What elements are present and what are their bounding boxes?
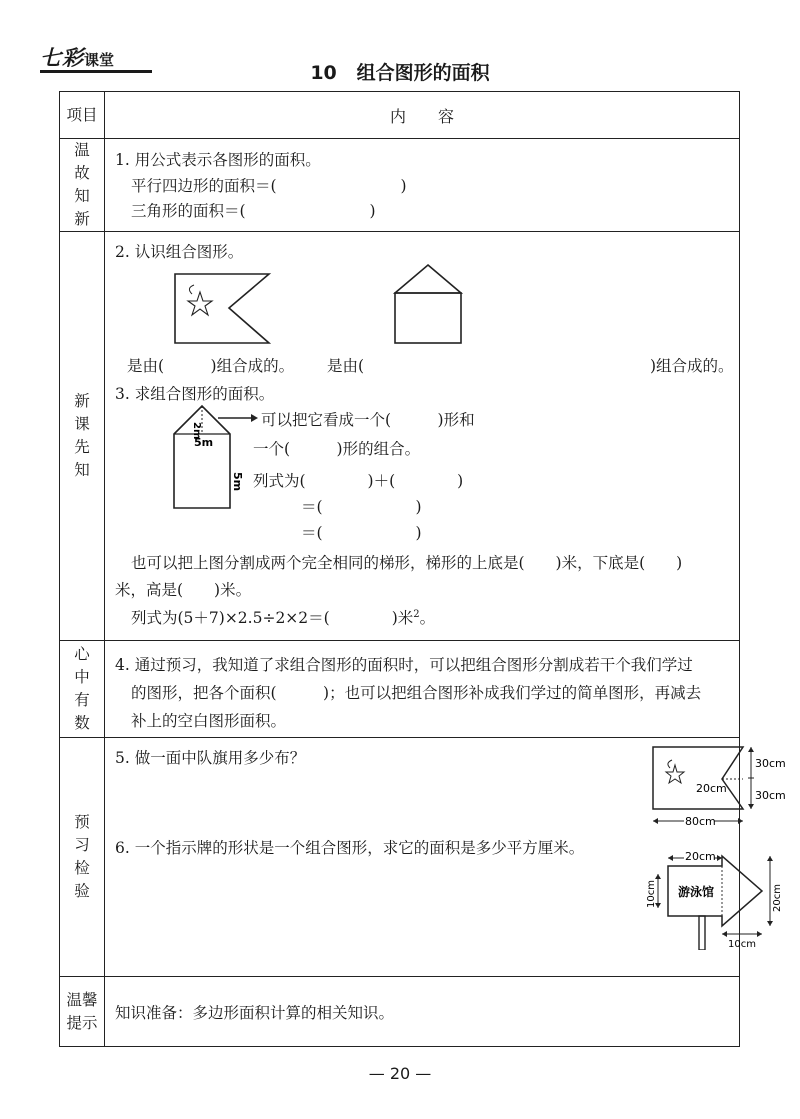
- signboard-figure: [640, 846, 786, 950]
- q3-formula-3: ＝( ): [301, 524, 422, 542]
- q1-triangle: 三角形的面积＝( ): [131, 202, 376, 220]
- logo-main: 七彩: [40, 46, 84, 70]
- flag-80cm: 80cm: [685, 815, 716, 828]
- q6-text: 6. 一个指示牌的形状是一个组合图形，求它的面积是多少平方厘米。: [115, 839, 585, 857]
- q3-trapezoid-line2: 米，高是( )米。: [115, 581, 252, 599]
- page-number: — 20 —: [368, 1064, 432, 1083]
- review-row: [60, 139, 740, 232]
- star-emblem-icon: [666, 760, 684, 783]
- sign-10cm-bottom: 10cm: [728, 939, 756, 950]
- check-content: [105, 738, 786, 977]
- flag-dimension-figure: [648, 741, 786, 836]
- insight-content: [105, 641, 740, 738]
- worksheet-table: [59, 91, 786, 1047]
- label-5m-side: 5m: [231, 472, 244, 492]
- col-item-header: 项目: [60, 92, 105, 139]
- sign-10cm-left: 10cm: [646, 880, 657, 908]
- q3-shape-line2: 一个( )形的组合。: [253, 440, 421, 458]
- preview-content: [105, 232, 740, 641]
- flag-outline: [175, 274, 269, 343]
- label-2m: 2m: [191, 422, 202, 440]
- square-superscript: 2: [413, 608, 420, 620]
- q3-formula-1: 列式为( )＋( ): [253, 472, 464, 490]
- page-title: [0, 58, 800, 85]
- q4-line3: 补上的空白图形面积。: [131, 712, 287, 730]
- q2-right-start: 是由(: [327, 357, 365, 375]
- q4-line2: 的图形，把各个面积( )；也可以把组合图形补成我们学过的简单图形，再减去: [131, 684, 702, 702]
- review-content: [105, 139, 740, 232]
- q1-text: 1. 用公式表示各图形的面积。: [115, 151, 321, 169]
- q4-line1: 4. 通过预习，我知道了求组合图形的面积时，可以把组合图形分割成若干个我们学过: [115, 656, 693, 674]
- sign-20cm-top: 20cm: [685, 850, 716, 863]
- q2-text: 2. 认识组合图形。: [115, 243, 244, 261]
- flag-30cm-bottom: 30cm: [755, 789, 786, 802]
- tips-text: 知识准备：多边形面积计算的相关知识。: [115, 1003, 395, 1022]
- preview-label: 新课先知: [60, 232, 105, 641]
- q3-text: 3. 求组合图形的面积。: [115, 385, 275, 403]
- star-emblem-icon: [188, 285, 212, 315]
- check-label: 预习检验: [60, 738, 105, 977]
- house-body: [395, 293, 461, 343]
- sign-label: 游泳馆: [678, 885, 715, 899]
- label-5m-top: 5m: [194, 436, 214, 449]
- tips-content: [105, 977, 740, 1047]
- arrow-icon: [217, 412, 259, 424]
- q3-trapezoid-line3: 列式为(5＋7)×2.5÷2×2＝( )米$^2$。: [131, 608, 436, 627]
- check-row: [60, 738, 740, 977]
- sign-20cm-right: 20cm: [772, 884, 783, 912]
- flag-20cm: 20cm: [696, 782, 727, 795]
- q3-trapezoid-line1: 也可以把上图分割成两个完全相同的梯形，梯形的上底是( )米，下底是( ): [131, 554, 683, 572]
- flag-shape-figure: [173, 272, 273, 348]
- house-shape-figure: [393, 263, 463, 347]
- q3-shape-line1: 可以把它看成一个( )形和: [261, 411, 475, 429]
- insight-label: 心中有数: [60, 641, 105, 738]
- q2-left-answer: 是由( )组合成的。: [127, 357, 295, 375]
- flag-dim-outline: [653, 747, 743, 809]
- col-content-header: 内 容: [105, 92, 740, 139]
- preview-row: [60, 232, 740, 641]
- tips-row: [60, 977, 740, 1047]
- flag-30cm-top: 30cm: [755, 757, 786, 770]
- insight-row: [60, 641, 740, 738]
- logo-sub: 课堂: [84, 51, 115, 69]
- q3-formula-2: ＝( ): [301, 498, 422, 516]
- lesson-number: 10: [310, 62, 337, 84]
- house-roof: [395, 265, 461, 293]
- sign-post: [699, 916, 705, 950]
- table-header-row: [60, 92, 740, 139]
- q2-right-end: )组合成的。: [650, 357, 734, 375]
- q5-text: 5. 做一面中队旗用多少布？: [115, 749, 306, 767]
- q1-parallelogram: 平行四边形的面积＝( ): [131, 177, 407, 195]
- review-label: 温故知新: [60, 139, 105, 232]
- tips-label: 温馨提示: [60, 977, 105, 1047]
- lesson-title: 组合图形的面积: [356, 62, 490, 84]
